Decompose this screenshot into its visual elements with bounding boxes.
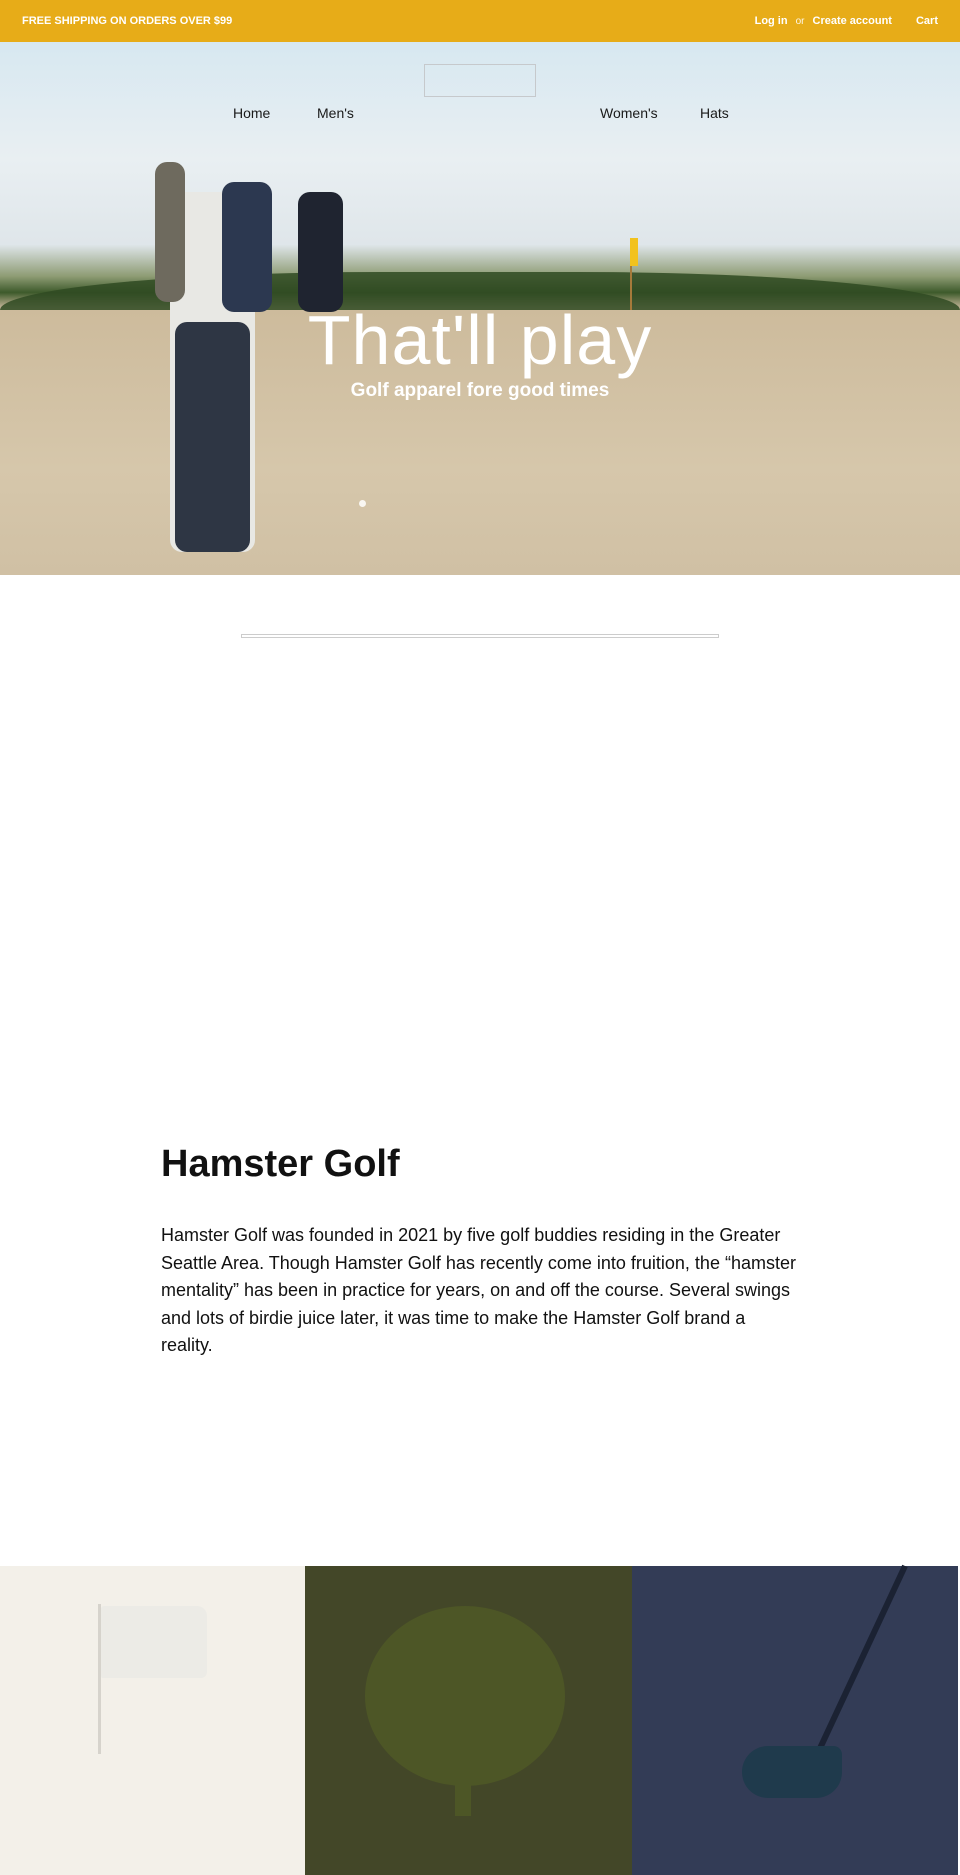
cart-link[interactable]: Cart: [915, 15, 938, 27]
golf-club-icon: [805, 1565, 908, 1776]
store-logo[interactable]: [424, 64, 536, 97]
or-text: or: [795, 15, 805, 27]
spectator: [298, 192, 343, 312]
spectator: [155, 162, 185, 302]
tree-icon: [365, 1606, 565, 1786]
collection-tile-tree[interactable]: [305, 1566, 632, 1875]
section-divider: [241, 634, 719, 638]
nav-womens[interactable]: Women's: [600, 105, 658, 121]
nav-hats[interactable]: Hats: [700, 105, 729, 121]
collection-tile-club[interactable]: [632, 1566, 958, 1875]
club-head-icon: [742, 1746, 842, 1798]
hero-subtitle: Golf apparel fore good times: [350, 380, 610, 401]
nav-mens[interactable]: Men's: [317, 105, 354, 121]
about-heading: Hamster Golf: [161, 1143, 400, 1185]
tree-trunk: [455, 1766, 471, 1816]
slide-indicator[interactable]: [359, 500, 366, 507]
shipping-notice: FREE SHIPPING ON ORDERS OVER $99: [22, 15, 233, 27]
hero-title: That'll play: [307, 301, 653, 379]
collection-tile-flag[interactable]: [0, 1566, 305, 1875]
create-account-link[interactable]: Create account: [812, 15, 892, 27]
about-body: Hamster Golf was founded in 2021 by five golf buddies residing in the Greater Seattle Area. Though Hamster Golf has recently come into fruition, the “hamster mentality” has been in practice for years, on and off the course. Several swings and lots of birdie juice later, it was time to make the Hamster Golf brand a reality.: [161, 1225, 796, 1355]
flag-icon: [101, 1606, 207, 1678]
hero-banner: [0, 42, 960, 575]
login-link[interactable]: Log in: [754, 15, 788, 27]
spectator: [222, 182, 272, 312]
announcement-bar: [0, 0, 960, 42]
nav-home[interactable]: Home: [233, 105, 271, 121]
